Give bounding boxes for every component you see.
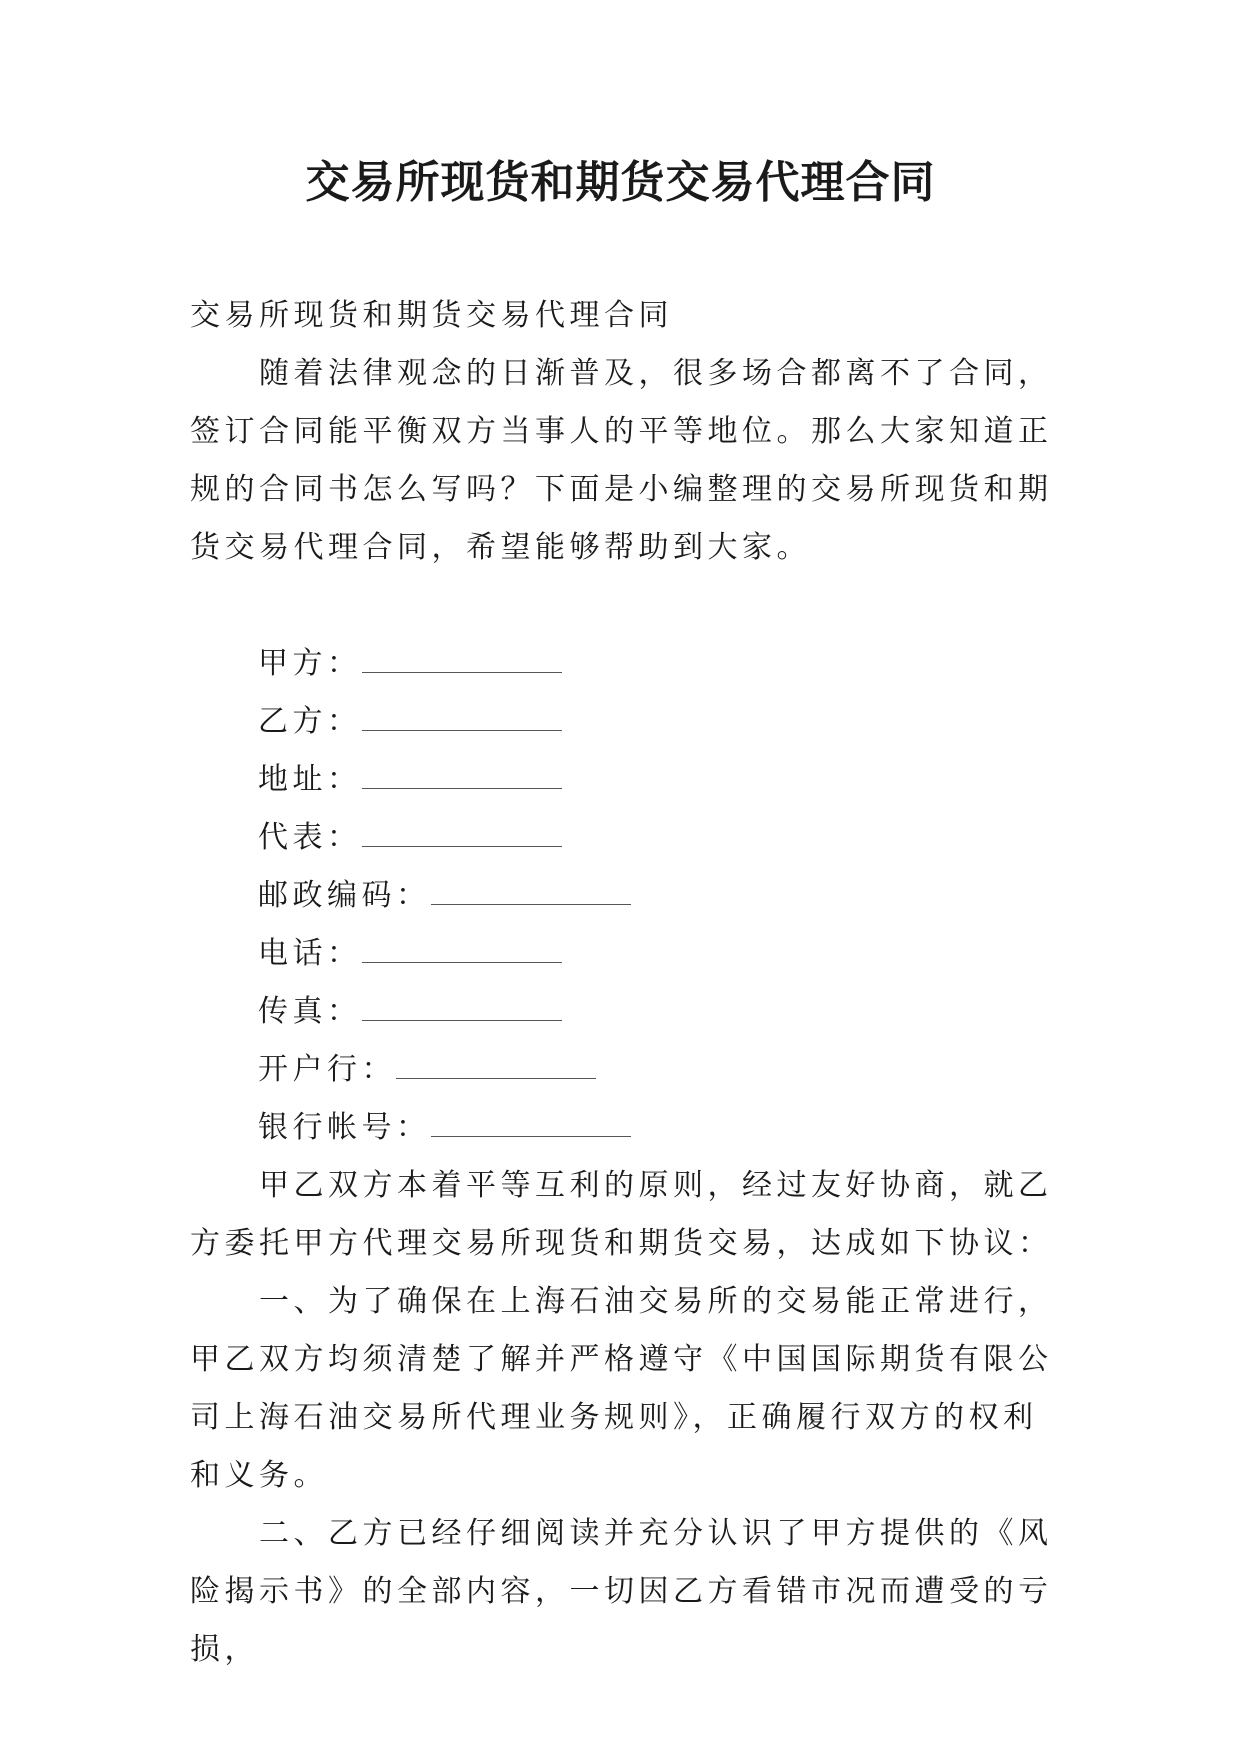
field-blank-line[interactable] xyxy=(362,708,562,731)
field-label: 代表： xyxy=(258,820,362,855)
field-postal-code xyxy=(190,867,1056,925)
field-label: 地址： xyxy=(258,762,362,797)
field-phone xyxy=(190,925,1056,983)
field-blank-line[interactable] xyxy=(362,650,562,673)
field-blank-line[interactable] xyxy=(362,766,562,789)
field-blank-line[interactable] xyxy=(362,940,562,963)
section-spacer xyxy=(190,577,1056,635)
field-party-a xyxy=(190,635,1056,693)
field-address xyxy=(190,751,1056,809)
clause-1-paragraph: 一、为了确保在上海石油交易所的交易能正常进行，甲乙双方均须清楚了解并严格遵守《中国国际期货有限公司上海石油交易所代理业务规则》，正确履行双方的权利和义务。 xyxy=(190,1284,1053,1493)
field-bank xyxy=(190,1041,1056,1099)
field-label: 甲方： xyxy=(258,646,362,681)
field-blank-line[interactable] xyxy=(431,882,631,905)
field-blank-line[interactable] xyxy=(431,1114,631,1137)
field-party-b xyxy=(190,693,1056,751)
field-label: 电话： xyxy=(258,936,362,971)
document-title: 交易所现货和期货交易代理合同 xyxy=(305,157,936,208)
intro-paragraph: 随着法律观念的日渐普及，很多场合都离不了合同，签订合同能平衡双方当事人的平等地位。那么大家知道正规的合同书怎么写吗？下面是小编整理的交易所现货和期货交易代理合同，希望能够帮助到大家。 xyxy=(190,356,1053,565)
document-subtitle: 交易所现货和期货交易代理合同 xyxy=(190,298,673,333)
field-label: 银行帐号： xyxy=(258,1110,431,1145)
field-label: 乙方： xyxy=(258,704,362,739)
clause-2-paragraph: 二、乙方已经仔细阅读并充分认识了甲方提供的《风险揭示书》的全部内容，一切因乙方看错市况而遭受的亏损， xyxy=(190,1516,1053,1667)
field-bank-account xyxy=(190,1099,1056,1157)
document-body xyxy=(190,287,1056,1679)
field-representative xyxy=(190,809,1056,867)
field-blank-line[interactable] xyxy=(362,998,562,1021)
field-blank-line[interactable] xyxy=(362,824,562,847)
field-blank-line[interactable] xyxy=(396,1056,596,1079)
agreement-paragraph: 甲乙双方本着平等互利的原则，经过友好协商，就乙方委托甲方代理交易所现货和期货交易，达成如下协议： xyxy=(190,1168,1053,1261)
field-label: 邮政编码： xyxy=(258,878,431,913)
field-label: 传真： xyxy=(258,994,362,1029)
field-fax xyxy=(190,983,1056,1041)
field-label: 开户行： xyxy=(258,1052,396,1087)
